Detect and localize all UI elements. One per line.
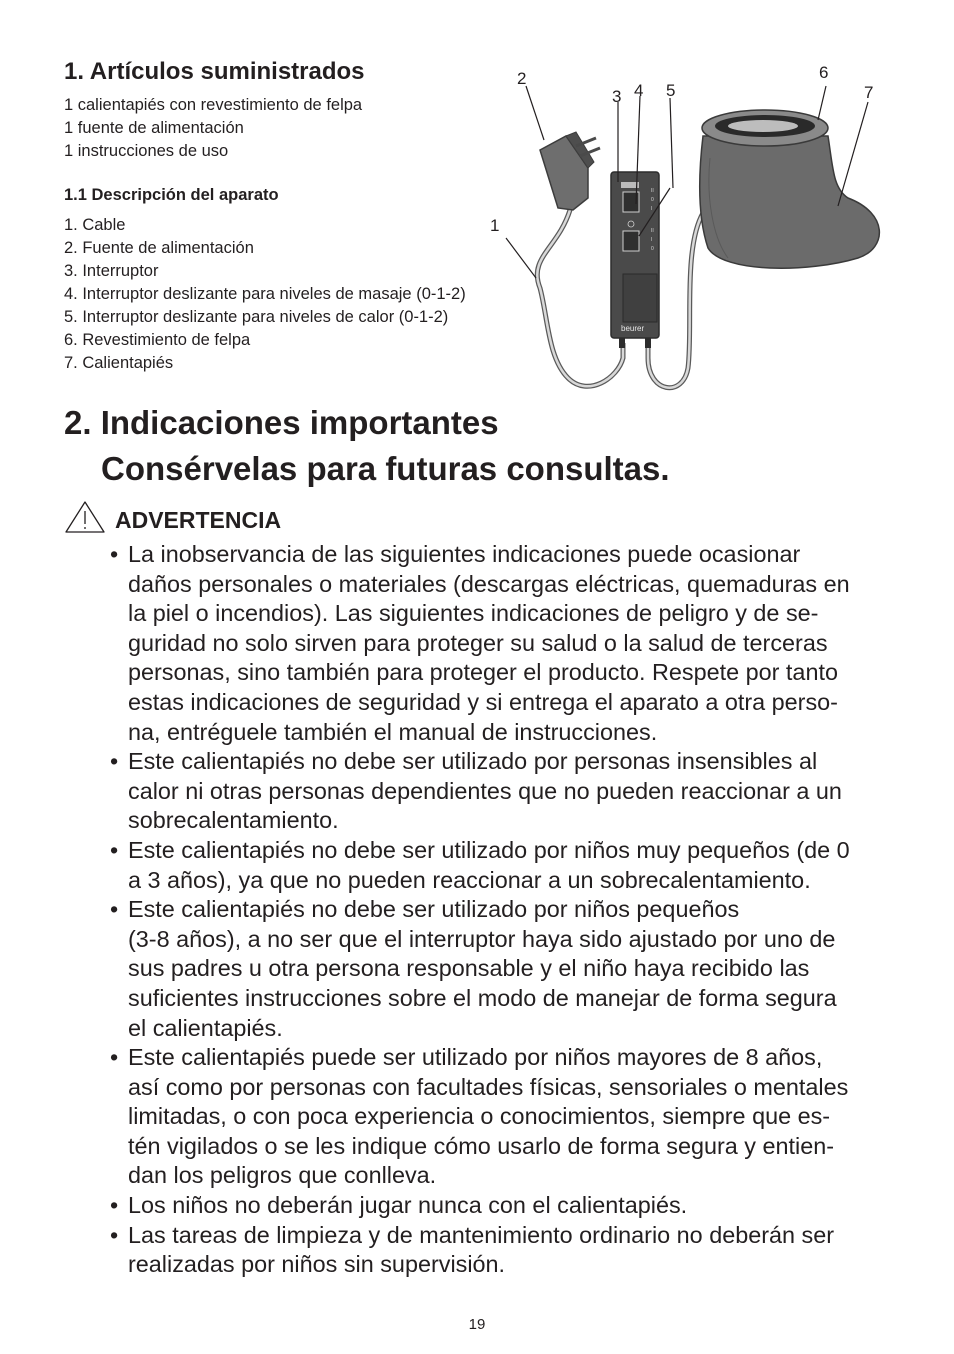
bullet-line: sobrecalentamiento. (128, 807, 339, 834)
list-item: 1. Cable (64, 216, 126, 234)
callout-4: 4 (634, 81, 644, 100)
callout-6: 6 (819, 63, 829, 82)
bullet-line: • Este calientapiés no debe ser utilizado por niños pequeños (128, 896, 740, 923)
list-item: 2. Fuente de alimentación (64, 239, 254, 257)
bullet-item (110, 895, 910, 1043)
list-item: 1 instrucciones de uso (64, 142, 229, 160)
switch-mark: 0 (651, 246, 654, 252)
foot-warmer-boot (700, 110, 880, 268)
bullet-line: el calientapiés. (128, 1014, 283, 1041)
bullet-item (110, 1191, 910, 1221)
section-2-title-line2: Consérvelas para futuras consultas. (101, 450, 670, 487)
bullet-line: la piel o incendios). Las siguientes indicaciones de peligro y de se- (128, 600, 819, 627)
bullet-item (110, 1043, 910, 1191)
bullet-line: daños personales o materiales (descargas eléctricas, quemaduras en (128, 570, 850, 597)
callout-5: 5 (666, 81, 676, 100)
warning-bullet-list (110, 540, 910, 1280)
bullet-line: • Este calientapiés no debe ser utilizado por niños muy pequeños (de 0 (128, 836, 850, 863)
bullet-line: realizadas por niños sin supervisión. (128, 1251, 506, 1278)
callout-1: 1 (490, 216, 500, 235)
bullet-line: • Este calientapiés no debe ser utilizado por personas insensibles al (128, 748, 818, 775)
bullet-line: a 3 años), ya que no pueden reaccionar a un sobrecalentamiento. (128, 866, 811, 893)
callout-7: 7 (864, 83, 874, 102)
bullet-item (110, 836, 910, 895)
bullet-line: • La inobservancia de las siguientes indicaciones puede ocasionar (128, 541, 801, 567)
switch-mark: II (651, 228, 654, 234)
brand-logo: beurer (621, 324, 645, 333)
warning-triangle-icon (64, 500, 106, 534)
page-number: 19 (468, 1316, 486, 1333)
bullet-line: na, entréguele también el manual de instrucciones. (128, 718, 658, 745)
bullet-line: limitadas, o con poca experiencia o conocimientos, siempre que es- (128, 1103, 831, 1130)
bullet-line: personas, sino también para proteger el producto. Respete por tanto (128, 659, 838, 686)
controller (611, 172, 659, 348)
bullet-line: estas indicaciones de seguridad y si entrega el aparato a otra perso- (128, 688, 838, 715)
bullet-line: suficientes instrucciones sobre el modo de manejar de forma segura (128, 984, 837, 1011)
list-item: 4. Interruptor deslizante para niveles de masaje (0-1-2) (64, 285, 466, 303)
section-1-heading: 1. Artículos suministrados (64, 58, 365, 85)
bullet-line: dan los peligros que conlleva. (128, 1162, 437, 1189)
bullet-line: • Este calientapiés puede ser utilizado por niños mayores de 8 años, (128, 1044, 823, 1071)
section-1-1-heading: 1.1 Descripción del aparato (64, 186, 279, 204)
list-item: 1 fuente de alimentación (64, 119, 244, 137)
foot-warmer-illustration (488, 58, 888, 403)
switch-mark: I (651, 237, 653, 243)
list-item: 6. Revestimiento de felpa (64, 331, 251, 349)
bullet-item (110, 540, 910, 747)
list-item: 5. Interruptor deslizante para niveles de calor (0-1-2) (64, 308, 449, 326)
switch-mark: I (651, 206, 653, 212)
section-2-heading (64, 400, 670, 492)
warning-label: ADVERTENCIA (115, 507, 282, 533)
power-adapter (540, 132, 600, 210)
bullet-line: sus padres u otra persona responsable y el niño haya recibido las (128, 955, 810, 982)
bullet-line: guridad no solo sirven para proteger su salud o la salud de terceras (128, 629, 828, 656)
switch-mark: 0 (651, 197, 654, 203)
bullet-line: • Las tareas de limpieza y de mantenimiento ordinario no deberán ser (128, 1221, 835, 1248)
callout-3: 3 (612, 87, 622, 106)
bullet-item (110, 747, 910, 836)
bullet-line: (3-8 años), a no ser que el interruptor haya sido ajustado por uno de (128, 925, 836, 952)
callout-2: 2 (517, 69, 527, 88)
section-2-title-line1: 2. Indicaciones importantes (64, 404, 499, 441)
bullet-item (110, 1221, 910, 1280)
list-item: 3. Interruptor (64, 262, 159, 280)
switch-mark: II (651, 188, 654, 194)
supplied-items-list (64, 94, 362, 163)
list-item: 7. Calientapiés (64, 354, 174, 372)
bullet-line: tén vigilados o se les indique cómo usarlo de forma segura y entien- (128, 1132, 835, 1159)
bullet-line: así como por personas con facultades físicas, sensoriales o mentales (128, 1073, 849, 1100)
device-parts-list (64, 214, 466, 375)
bullet-line: • Los niños no deberán jugar nunca con el calientapiés. (128, 1192, 688, 1219)
bullet-line: calor ni otras personas dependientes que no pueden reaccionar a un (128, 777, 842, 804)
warning-heading (64, 500, 464, 536)
list-item: 1 calientapiés con revestimiento de felpa (64, 96, 363, 114)
